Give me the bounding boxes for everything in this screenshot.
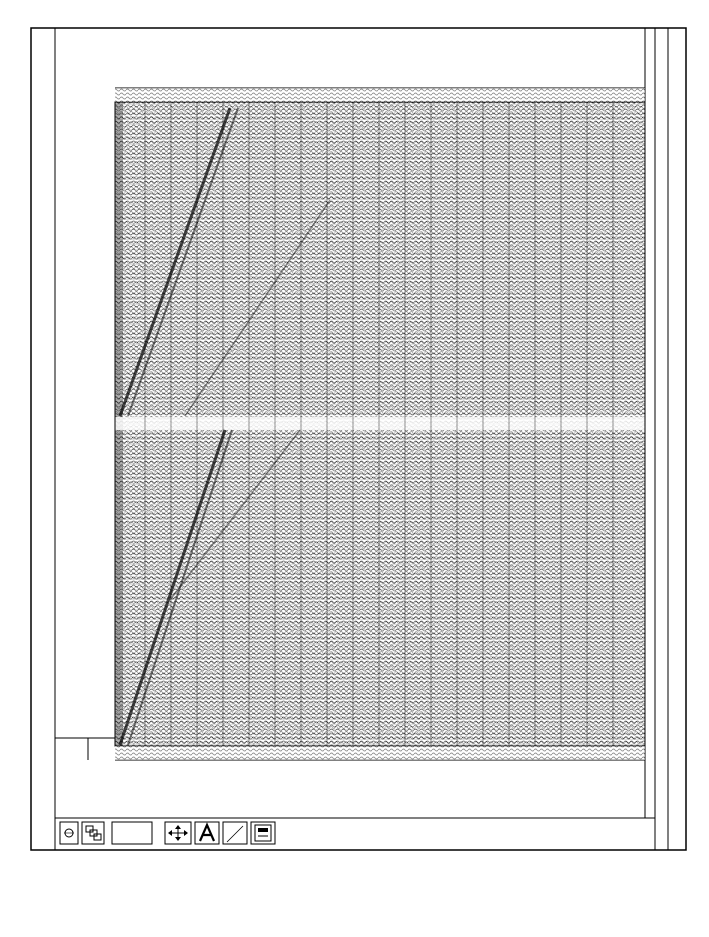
blank-tool[interactable] — [112, 822, 152, 844]
zoom-icon[interactable] — [60, 822, 78, 844]
seismic-section — [115, 102, 645, 746]
pan-arrows-icon[interactable] — [165, 822, 191, 844]
amplitude-icon[interactable] — [195, 822, 219, 844]
derivative-icon[interactable] — [223, 822, 247, 844]
multi-window-icon[interactable] — [82, 822, 104, 844]
time-axis-top — [115, 88, 645, 102]
printer-icon[interactable] — [251, 822, 275, 844]
time-axis-bottom — [115, 746, 645, 760]
